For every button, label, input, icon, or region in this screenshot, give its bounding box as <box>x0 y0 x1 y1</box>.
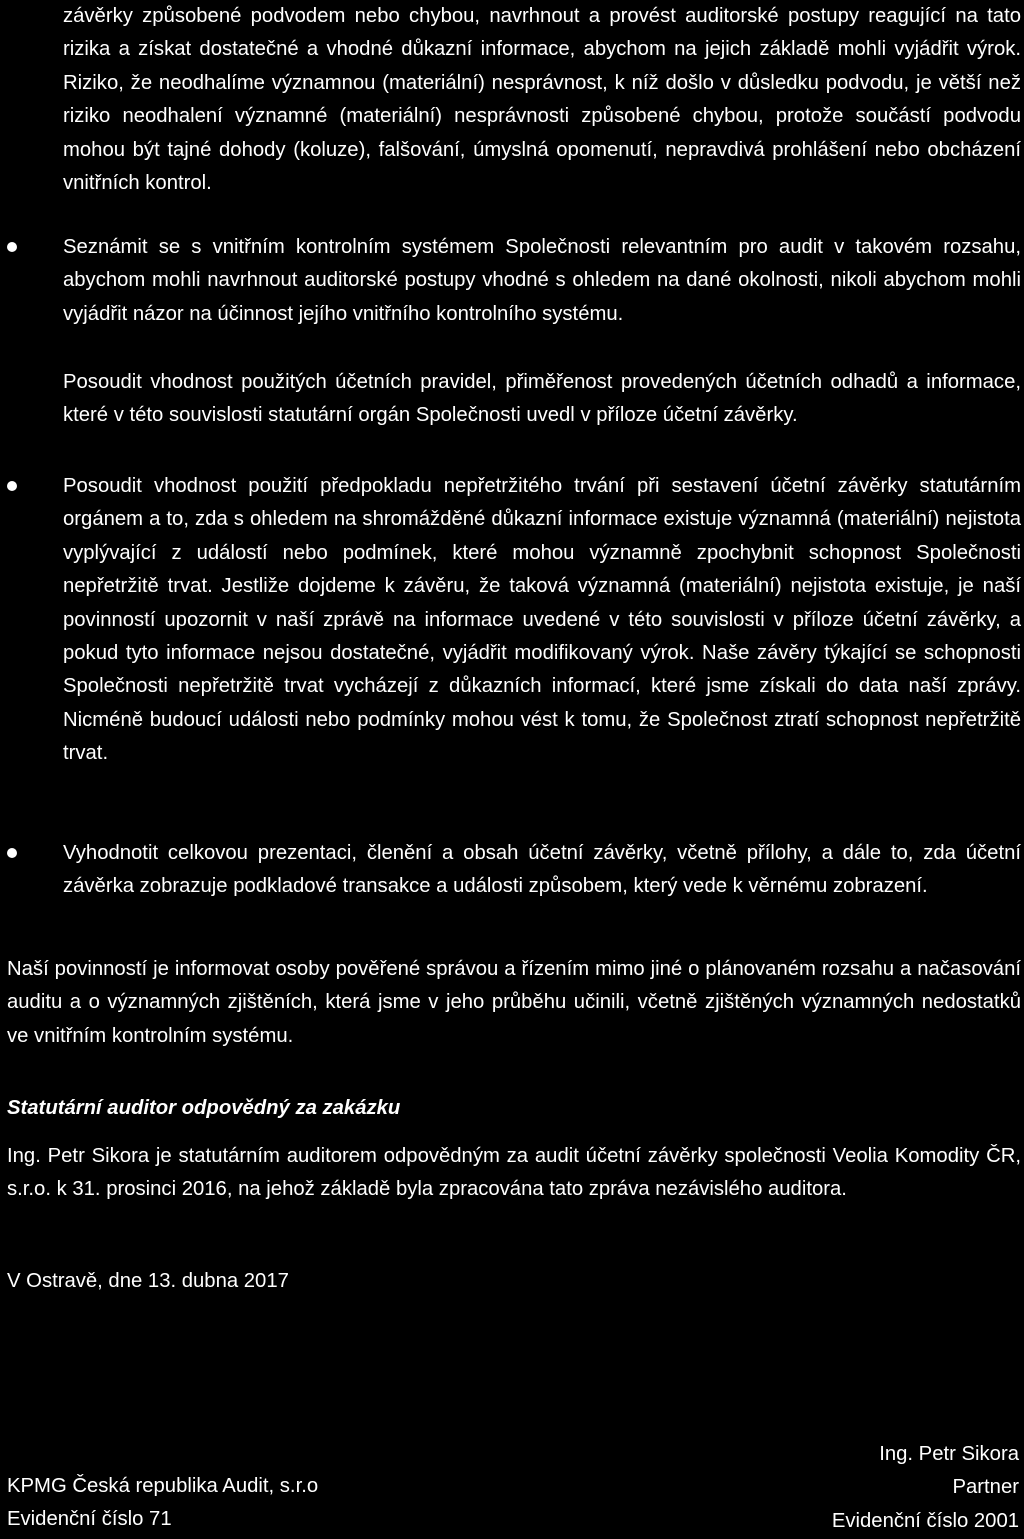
paragraph-statutory-auditor: Ing. Petr Sikora je statutárním auditorem odpovědným za audit účetní závěrky společnosti Veolia Komodity ČR, s.r.o. k 31. prosinci 2016, na jehož základě byla zpracována tato zpráva nezávislého auditora. <box>7 1145 1021 1201</box>
signature-auditor <box>832 1438 1019 1538</box>
paragraph-internal-control: Seznámit se s vnitřním kontrolním systémem Společnosti relevantním pro audit v takovém rozsahu, abychom mohli navrhnout auditorské postupy vhodné s ohledem na dané okolnosti, nikoli abychom mohli vyjádřit názor na účinnost jejího vnitřního kontrolního systému. <box>63 236 1021 325</box>
paragraph-communication: Naší povinností je informovat osoby pověřené správou a řízením mimo jiné o plánovaném rozsahu a načasování auditu a o významných zjištěních, která jsme v jeho průběhu učinili, včetně zjištěných významných nedostatků ve vnitřním kontrolním systému. <box>7 958 1021 1047</box>
paragraph-going-concern: Posoudit vhodnost použití předpokladu nepřetržitého trvání při sestavení účetní závěrky statutárním orgánem a to, zda s ohledem na shromážděné důkazní informace existuje významná (materiální) nejistota vyplývající z událostí nebo podmínek, které mohou významně zpochybnit schopnost Společnosti nepřetržitě trvat. Jestliže dojdeme k závěru, že taková významná (materiální) nejistota existuje, je naší povinností upozornit v naší zprávě na informace uvedené v této souvislosti v příloze účetní závěrky, a pokud tyto informace nejsou dostatečné, vyjádřit modifikovaný výrok. Naše závěry týkající se schopnosti Společnosti nepřetržitě trvat vycházejí z důkazních informací, které jsme získali do data naší zprávy. Nicméně budoucí události nebo podmínky mohou vést k tomu, že Společnost ztratí schopnost nepřetržitě trvat. <box>63 475 1021 765</box>
paragraph-overall-presentation: Vyhodnotit celkovou prezentaci, členění a obsah účetní závěrky, včetně přílohy, a dále to, zda účetní závěrka zobrazuje podkladové transakce a události způsobem, který vede k věrnému zobrazení. <box>63 842 1021 898</box>
place-date: V Ostravě, dne 13. dubna 2017 <box>7 1270 289 1292</box>
auditor-name: Ing. Petr Sikora <box>879 1443 1019 1465</box>
auditor-role: Partner <box>952 1476 1019 1499</box>
bullet-icon <box>7 848 17 858</box>
paragraph-accounting-policies: Posoudit vhodnost použitých účetních pravidel, přiměřenost provedených účetních odhadů a informace, které v této souvislosti statutární orgán Společnosti uvedl v příloze účetní závěrky. <box>63 371 1021 427</box>
firm-name: KPMG Česká republika Audit, s.r.o <box>7 1475 319 1497</box>
bullet-icon <box>7 242 17 252</box>
auditor-registration-number: Evidenční číslo 2001 <box>831 1509 1019 1532</box>
section-heading: Statutární auditor odpovědný za zakázku <box>7 1097 401 1119</box>
firm-registration-number: Evidenční číslo 71 <box>7 1508 172 1531</box>
bullet-icon <box>7 481 17 491</box>
signature-firm <box>7 1470 318 1537</box>
paragraph-fraud-risk: závěrky způsobené podvodem nebo chybou, navrhnout a provést auditorské postupy reagující na tato rizika a získat dostatečné a vhodné důkazní informace, abychom na jejich základě mohli vyjádřit výrok. Riziko, že neodhalíme významnou (materiální) nesprávnost, k níž došlo v důsledku podvodu, je větší než riziko neodhalení významné (materiální) nesprávnosti způsobené chybou, protože součástí podvodu mohou být tajné dohody (koluze), falšování, úmyslná opomenutí, nepravdivá prohlášení nebo obcházení vnitřních kontrol. <box>63 5 1021 195</box>
